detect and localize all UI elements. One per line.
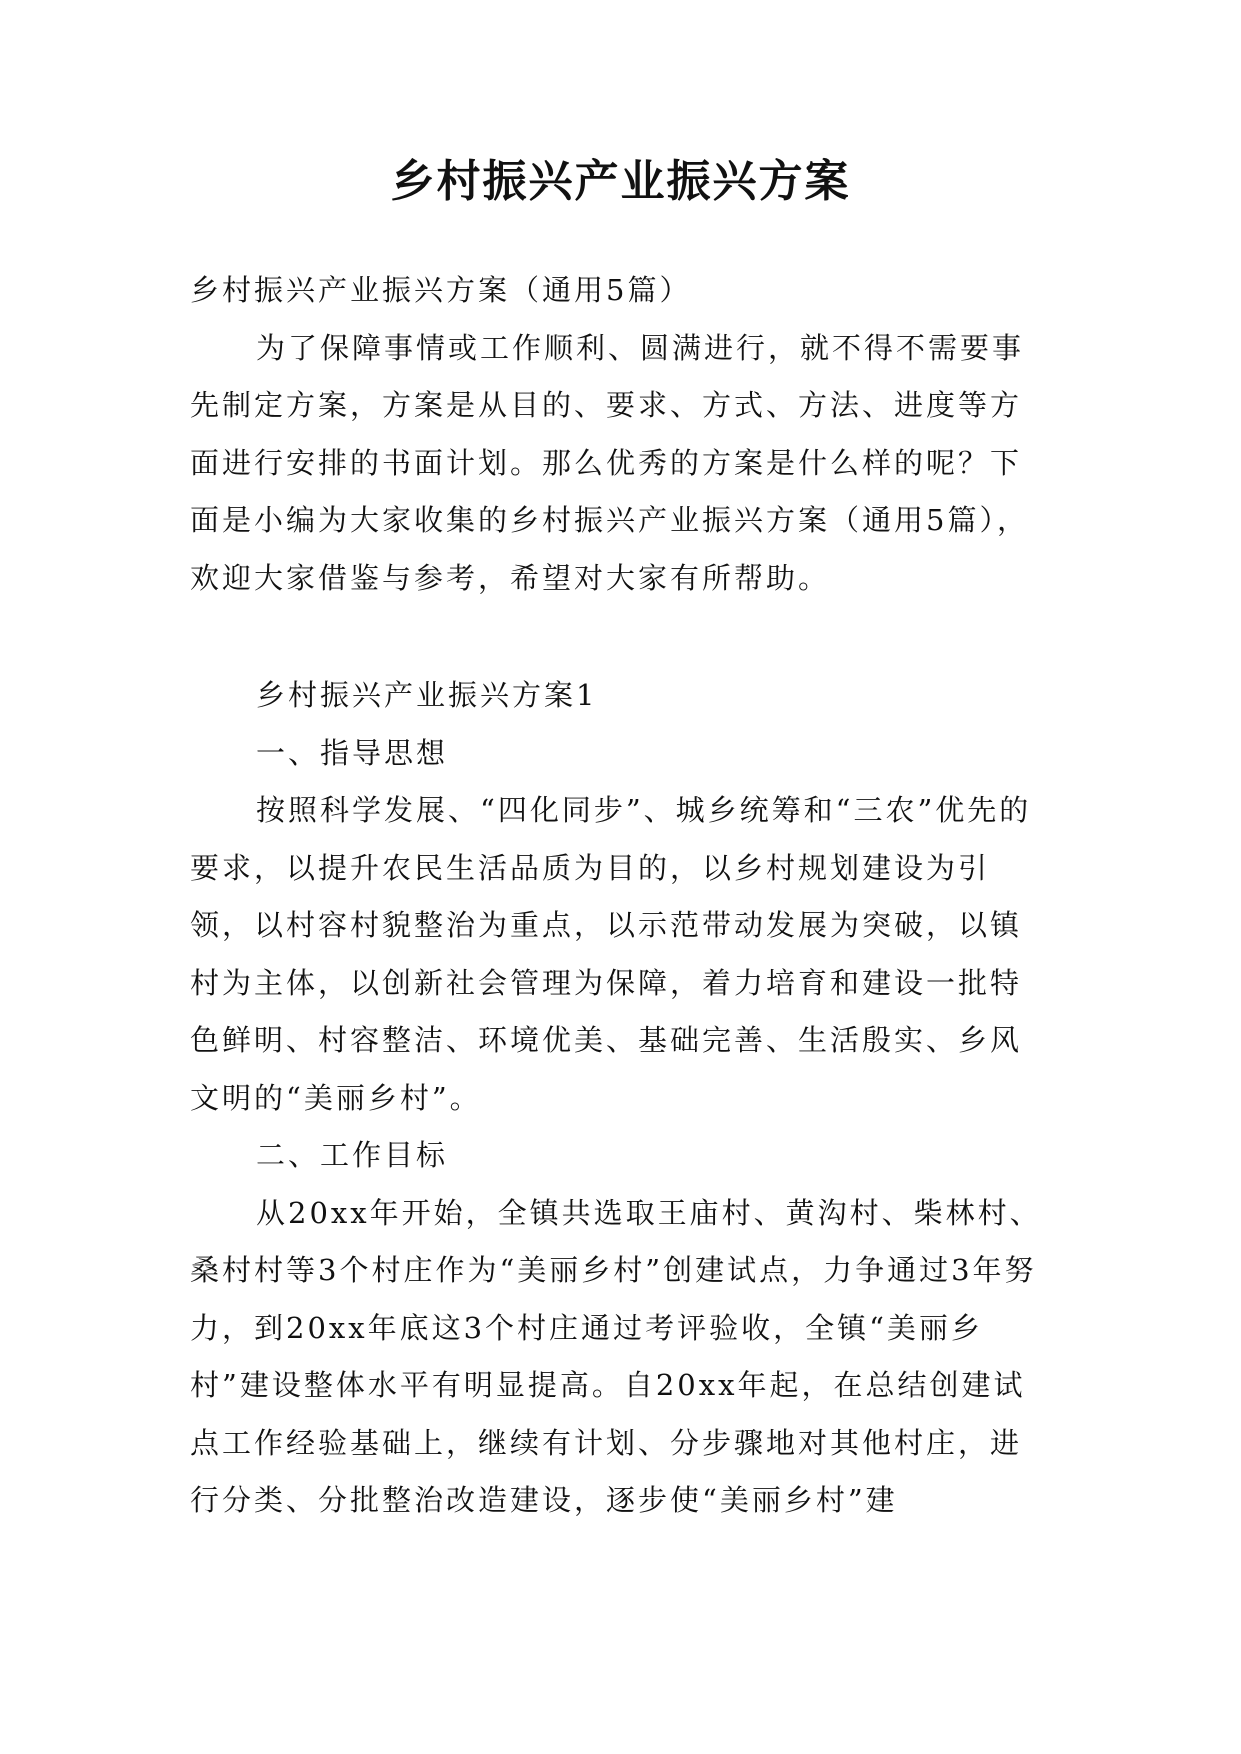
- document-title: 乡村振兴产业振兴方案: [390, 156, 851, 207]
- paragraph-guiding-ideology: 按照科学发展、“四化同步”、城乡统筹和“三农”优先的要求，以提升农民生活品质为目的，以乡村规划建设为引领，以村容村貌整治为重点，以示范带动发展为突破，以镇村为主体，以创新社会管理为保障，着力培育和建设一批特色鲜明、村容整洁、环境优美、基础完善、生活殷实、乡风文明的“美丽乡村”。: [190, 793, 1032, 1115]
- paragraph-work-goals: 从20xx年开始，全镇共选取王庙村、黄沟村、柴林村、桑村村等3个村庄作为“美丽乡村”创建试点，力争通过3年努力，到20xx年底这3个村庄通过考评验收，全镇“美丽乡村”建设整体水平有明显提高。自20xx年起，在总结创建试点工作经验基础上，继续有计划、分步骤地对其他村庄，进行分类、分批整治改造建设，逐步使“美丽乡村”建: [190, 1195, 1042, 1517]
- heading-work-goals: 二、工作目标: [256, 1138, 449, 1172]
- document-subtitle: 乡村振兴产业振兴方案（通用5篇）: [190, 273, 692, 307]
- heading-guiding-ideology: 一、指导思想: [256, 735, 449, 770]
- document-body: [190, 262, 1052, 1530]
- section-spacer: [190, 607, 1052, 667]
- intro-paragraph: 为了保障事情或工作顺利、圆满进行，就不得不需要事先制定方案，方案是从目的、要求、方式、方法、进度等方面进行安排的书面计划。那么优秀的方案是什么样的呢？下面是小编为大家收集的乡村振兴产业振兴方案（通用5篇），欢迎大家借鉴与参考，希望对大家有所帮助。: [190, 330, 1029, 595]
- section-title: 乡村振兴产业振兴方案1: [256, 678, 598, 712]
